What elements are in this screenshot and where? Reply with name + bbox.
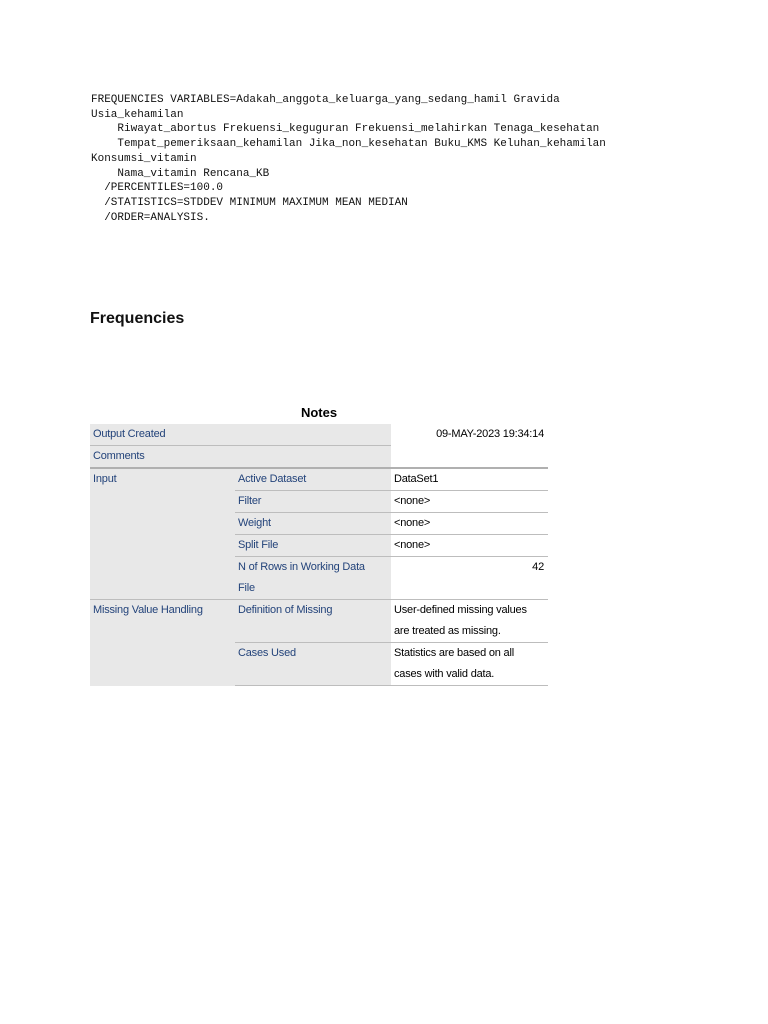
syntax-line: Riwayat_abortus Frekuensi_keguguran Frekuensi_melahirkan Tenaga_kesehatan [91, 123, 600, 136]
definition-line: User-defined missing values [394, 604, 527, 616]
definition-of-missing-label: Definition of Missing [235, 600, 391, 643]
active-dataset-label: Active Dataset [235, 468, 391, 491]
n-rows-value: 42 [391, 557, 548, 600]
notes-table [90, 424, 548, 686]
syntax-line: Usia_kehamilan [91, 108, 184, 121]
section-heading: Frequencies [90, 310, 185, 327]
missing-value-handling-label: Missing Value Handling [90, 600, 235, 686]
table-row [90, 468, 548, 491]
cases-used-label: Cases Used [235, 643, 391, 686]
n-rows-label-line: File [238, 582, 255, 594]
output-created-label: Output Created [90, 424, 391, 446]
weight-label: Weight [235, 513, 391, 535]
input-label: Input [90, 468, 235, 600]
syntax-line: Tempat_pemeriksaan_kehamilan Jika_non_kesehatan Buku_KMS Keluhan_kehamilan [91, 138, 606, 151]
cases-used-line: Statistics are based on all [394, 647, 514, 659]
syntax-line: /ORDER=ANALYSIS. [91, 211, 210, 224]
syntax-line: Konsumsi_vitamin [91, 152, 197, 165]
split-file-label: Split File [235, 535, 391, 557]
table-row [90, 600, 548, 643]
comments-value [391, 446, 548, 469]
syntax-line: Nama_vitamin Rencana_KB [91, 167, 270, 180]
definition-of-missing-value [391, 600, 548, 643]
syntax-line: /STATISTICS=STDDEV MINIMUM MAXIMUM MEAN MEDIAN [91, 196, 408, 209]
definition-line: are treated as missing. [394, 625, 501, 637]
filter-value: <none> [391, 491, 548, 513]
comments-label: Comments [90, 446, 391, 469]
output-created-value: 09-MAY-2023 19:34:14 [391, 424, 548, 446]
syntax-line: FREQUENCIES VARIABLES=Adakah_anggota_keluarga_yang_sedang_hamil Gravida [91, 94, 560, 106]
n-rows-label [235, 557, 391, 600]
weight-value: <none> [391, 513, 548, 535]
syntax-line: /PERCENTILES=100.0 [91, 182, 224, 195]
cases-used-line: cases with valid data. [394, 668, 495, 680]
notes-title: Notes [300, 405, 338, 420]
table-row [90, 424, 548, 446]
split-file-value: <none> [391, 535, 548, 557]
filter-label: Filter [235, 491, 391, 513]
n-rows-label-line: N of Rows in Working Data [238, 561, 365, 573]
active-dataset-value: DataSet1 [391, 468, 548, 491]
table-row [90, 446, 548, 469]
cases-used-value [391, 643, 548, 686]
syntax-block [91, 93, 606, 225]
